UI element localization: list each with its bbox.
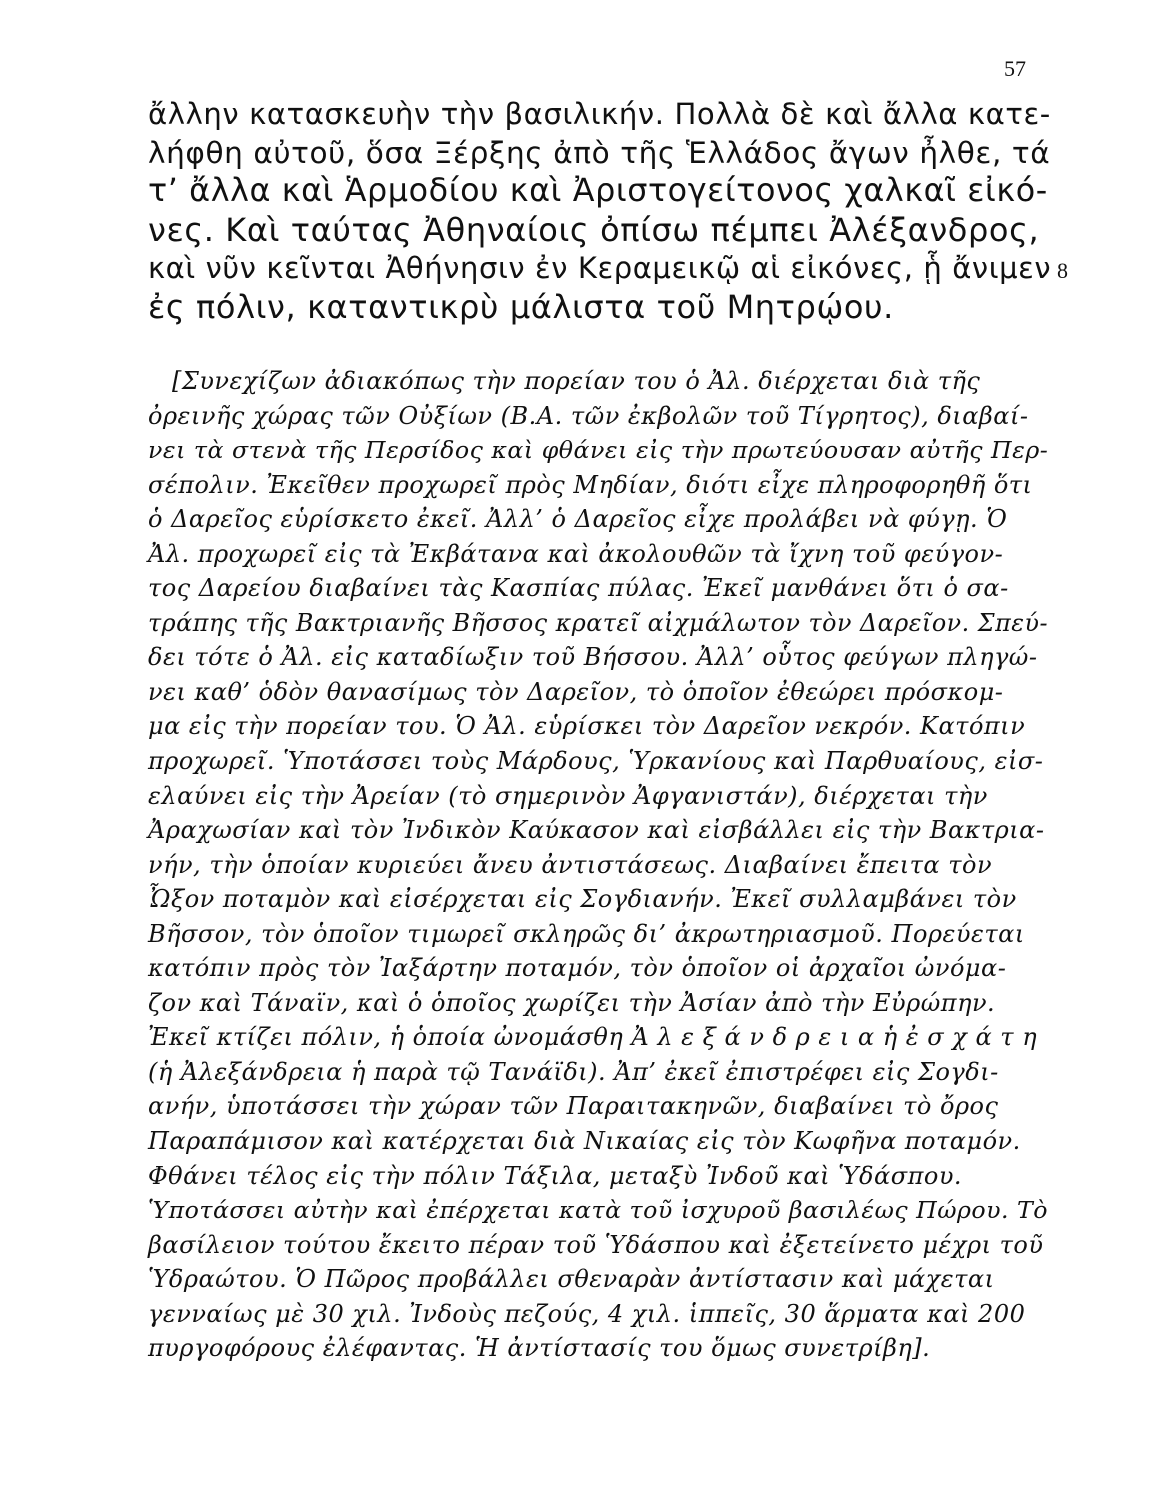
commentary-line: Ὦξον ποταμὸν καὶ εἰσέρχεται εἰς Σογδιανήν. Ἐκεῖ συλλαμβάνει τὸν bbox=[148, 885, 1017, 914]
text-line: λήφθη αὐτοῦ, ὅσα Ξέρξης ἀπὸ τῆς Ἑλλάδος ἄγων ἦλθε, τά bbox=[148, 135, 1051, 170]
greek-source-text bbox=[148, 95, 1052, 327]
commentary-line: Βῆσσον, τὸν ὁποῖον τιμωρεῖ σκληρῶς δι’ ἀκρωτηριασμοῦ. Πορεύεται bbox=[148, 919, 1025, 948]
commentary-line: γενναίως μὲ 30 χιλ. Ἰνδοὺς πεζούς, 4 χιλ. ἱππεῖς, 30 ἅρματα καὶ 200 bbox=[148, 1299, 1026, 1328]
commentary-line: ελαύνει εἰς τὴν Ἀρείαν (τὸ σημερινὸν Ἀφγανιστάν), διέρχεται τὴν bbox=[148, 781, 988, 810]
commentary-line: πυργοφόρους ἐλέφαντας. Ἡ ἀντίστασίς του ὅμως συνετρίβη]. bbox=[148, 1334, 931, 1363]
commentary-line: Ἀλ. προχωρεῖ εἰς τὰ Ἐκβάτανα καὶ ἀκολουθῶν τὰ ἴχνη τοῦ φεύγον- bbox=[148, 539, 1004, 568]
commentary-line: τος Δαρείου διαβαίνει τὰς Κασπίας πύλας. Ἐκεῖ μανθάνει ὅτι ὁ σα- bbox=[148, 574, 1009, 603]
commentary-line: ανήν, ὑποτάσσει τὴν χώραν τῶν Παραιτακηνῶν, διαβαίνει τὸ ὄρος bbox=[148, 1092, 999, 1121]
text-line: καὶ νῦν κεῖνται Ἀθήνησιν ἐν Κεραμεικῷ αἱ εἰκόνες, ᾗ ἄνιμεν bbox=[148, 251, 1052, 286]
commentary-line: δει τότε ὁ Ἀλ. εἰς καταδίωξιν τοῦ Βήσσου. Ἀλλ’ οὗτος φεύγων πληγώ- bbox=[148, 643, 1038, 672]
commentary-line: κατόπιν πρὸς τὸν Ἰαξάρτην ποταμόν, τὸν ὁποῖον οἱ ἀρχαῖοι ὠνόμα- bbox=[148, 954, 1007, 983]
commentary-line: [Συνεχίζων ἀδιακόπως τὴν πορείαν του ὁ Ἀλ. διέρχεται διὰ τῆς bbox=[172, 367, 981, 395]
commentary-line: ὀρεινῆς χώρας τῶν Οὐξίων (Β.Α. τῶν ἐκβολῶν τοῦ Τίγρητος), διαβαί- bbox=[148, 401, 1029, 430]
commentary-line: νει τὰ στενὰ τῆς Περσίδος καὶ φθάνει εἰς τὴν πρωτεύουσαν αὐτῆς Περ- bbox=[148, 436, 1049, 465]
commentary-line: νει καθ’ ὁδὸν θανασίμως τὸν Δαρεῖον, τὸ ὁποῖον ἐθεώρει πρόσκομ- bbox=[148, 677, 1004, 706]
italic-commentary bbox=[148, 364, 1048, 1366]
commentary-line: προχωρεῖ. Ὑποτάσσει τοὺς Μάρδους, Ὑρκανίους καὶ Παρθυαίους, εἰσ- bbox=[148, 747, 1044, 776]
commentary-line: Ἀραχωσίαν καὶ τὸν Ἰνδικὸν Καύκασον καὶ εἰσβάλλει εἰς τὴν Βακτρια- bbox=[148, 816, 1045, 845]
text-line: ἐς πόλιν, καταντικρὺ μάλιστα τοῦ Μητρῴου. bbox=[148, 287, 894, 326]
commentary-line: ὁ Δαρεῖος εὑρίσκετο ἐκεῖ. Ἀλλ’ ὁ Δαρεῖος εἶχε προλάβει νὰ φύγῃ. Ὁ bbox=[148, 505, 1008, 534]
text-line: τ’ ἄλλα καὶ Ἁρμοδίου καὶ Ἀριστογείτονος χαλκαῖ εἰκό- bbox=[148, 172, 1048, 210]
commentary-line: νήν, τὴν ὁποίαν κυριεύει ἄνευ ἀντιστάσεως. Διαβαίνει ἔπειτα τὸν bbox=[148, 850, 993, 879]
commentary-line: σέπολιν. Ἐκεῖθεν προχωρεῖ πρὸς Μηδίαν, διότι εἶχε πληροφορηθῆ ὅτι bbox=[148, 470, 1033, 499]
commentary-line: Ὑδραώτου. Ὁ Πῶρος προβάλλει σθεναρὰν ἀντίστασιν καὶ μάχεται bbox=[148, 1265, 995, 1294]
commentary-line: βασίλειον τούτου ἔκειτο πέραν τοῦ Ὑδάσπου καὶ ἐξετείνετο μέχρι τοῦ bbox=[148, 1230, 1044, 1259]
text-line: νες. Καὶ ταύτας Ἀθηναίοις ὀπίσω πέμπει Ἀλέξανδρος, bbox=[148, 210, 1040, 249]
commentary-line: Φθάνει τέλος εἰς τὴν πόλιν Τάξιλα, μεταξὺ Ἰνδοῦ καὶ Ὑδάσπου. bbox=[148, 1161, 963, 1190]
margin-line-number: 8 bbox=[1057, 258, 1068, 283]
commentary-line: μα εἰς τὴν πορείαν του. Ὁ Ἀλ. εὑρίσκει τὸν Δαρεῖον νεκρόν. Κατόπιν bbox=[148, 712, 1026, 741]
commentary-line: (ἡ Ἀλεξάνδρεια ἡ παρὰ τῷ Τανάϊδι). Ἀπ’ ἐκεῖ ἐπιστρέφει εἰς Σογδι- bbox=[148, 1057, 999, 1086]
text-line: ἄλλην κατασκευὴν τὴν βασιλικήν. Πολλὰ δὲ καὶ ἄλλα κατε- bbox=[148, 97, 1051, 131]
commentary-line: Ἐκεῖ κτίζει πόλιν, ἡ ὁποία ὠνομάσθη Ἀ λ ε ξ ά ν δ ρ ε ι α ἡ ἐ σ χ ά τ η bbox=[148, 1023, 1038, 1052]
commentary-line: τράπης τῆς Βακτριανῆς Βῆσσος κρατεῖ αἰχμάλωτον τὸν Δαρεῖον. Σπεύ- bbox=[148, 608, 1049, 637]
commentary-line: ζον καὶ Τάναϊν, καὶ ὁ ὁποῖος χωρίζει τὴν Ἀσίαν ἀπὸ τὴν Εὐρώπην. bbox=[148, 988, 996, 1017]
commentary-line: Παραπάμισον καὶ κατέρχεται διὰ Νικαίας εἰς τὸν Κωφῆνα ποταμόν. bbox=[148, 1127, 1021, 1156]
page-number: 57 bbox=[1004, 56, 1026, 81]
commentary-line: Ὑποτάσσει αὐτὴν καὶ ἐπέρχεται κατὰ τοῦ ἰσχυροῦ βασιλέως Πώρου. Τὸ bbox=[148, 1196, 1049, 1225]
